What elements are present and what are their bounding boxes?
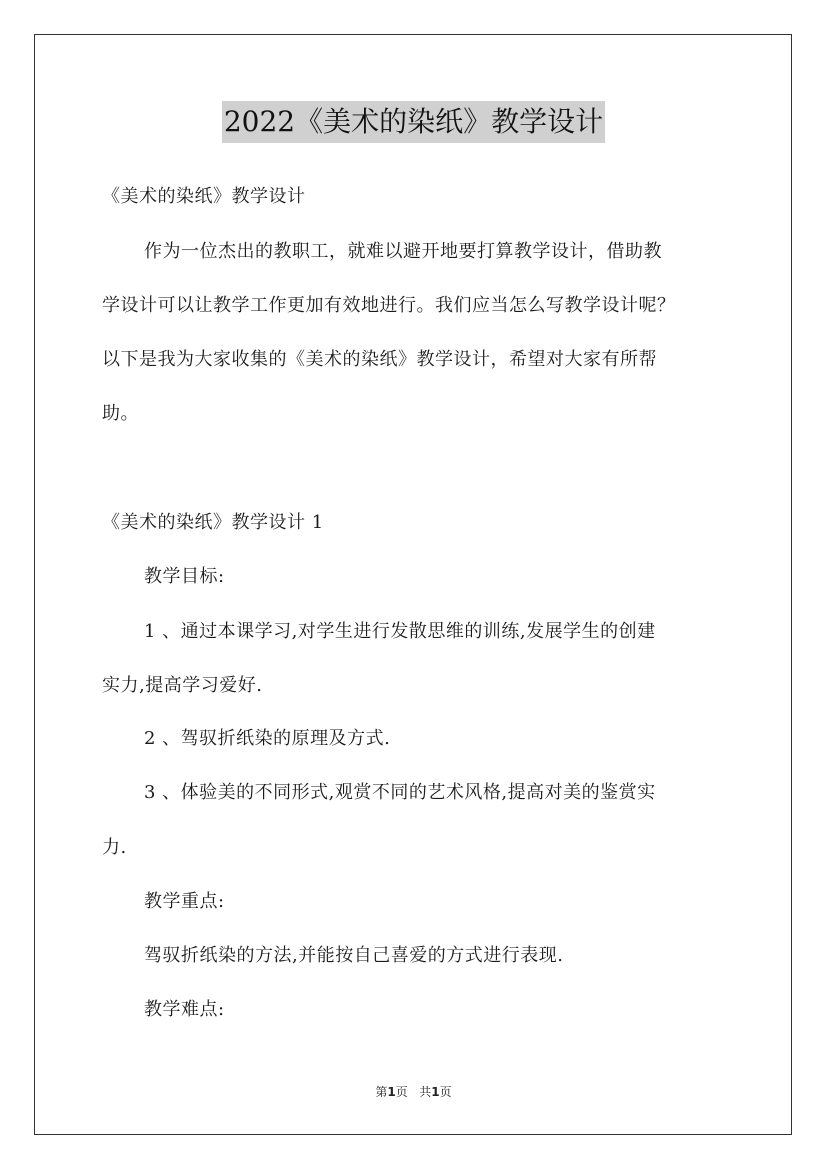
footer-page-total: 1 [431, 1085, 440, 1099]
goal-2: 2 、驾驭折纸染的原理及方式. [144, 728, 391, 749]
page-footer [0, 1083, 827, 1100]
intro-line-2: 学设计可以让教学工作更加有效地进行。我们应当怎么写教学设计呢？ [102, 295, 676, 316]
goals-label: 教学目标: [144, 566, 225, 587]
intro-line-3: 以下是我为大家收集的《美术的染纸》教学设计，希望对大家有所帮 [102, 349, 657, 370]
intro-line-4: 助。 [102, 403, 139, 424]
footer-page-number: 1 [387, 1085, 396, 1099]
intro-line-1: 作为一位杰出的教职工，就难以避开地要打算教学设计，借助教 [144, 241, 662, 262]
footer-page-prefix: 第 [375, 1085, 388, 1099]
footer-page-suffix: 页 [439, 1085, 452, 1099]
goal-1-line-2: 实力,提高学习爱好. [102, 675, 263, 696]
footer-page-mid: 页 共 [395, 1085, 432, 1099]
difficulty-label: 教学难点: [144, 999, 225, 1020]
document-title: 2022《美术的染纸》教学设计 [222, 101, 605, 143]
goal-3-line-2: 力. [102, 837, 127, 858]
key-points-text: 驾驭折纸染的方法,并能按自己喜爱的方式进行表现. [144, 945, 564, 966]
document-subtitle: 《美术的染纸》教学设计 [102, 186, 306, 207]
key-points-label: 教学重点: [144, 891, 225, 912]
goal-3-line-1: 3 、体验美的不同形式,观赏不同的艺术风格,提高对美的鉴赏实 [144, 782, 656, 803]
section-heading: 《美术的染纸》教学设计 1 [102, 512, 324, 533]
goal-1-line-1: 1 、通过本课学习,对学生进行发散思维的训练,发展学生的创建 [144, 621, 656, 642]
title-container [0, 101, 827, 143]
